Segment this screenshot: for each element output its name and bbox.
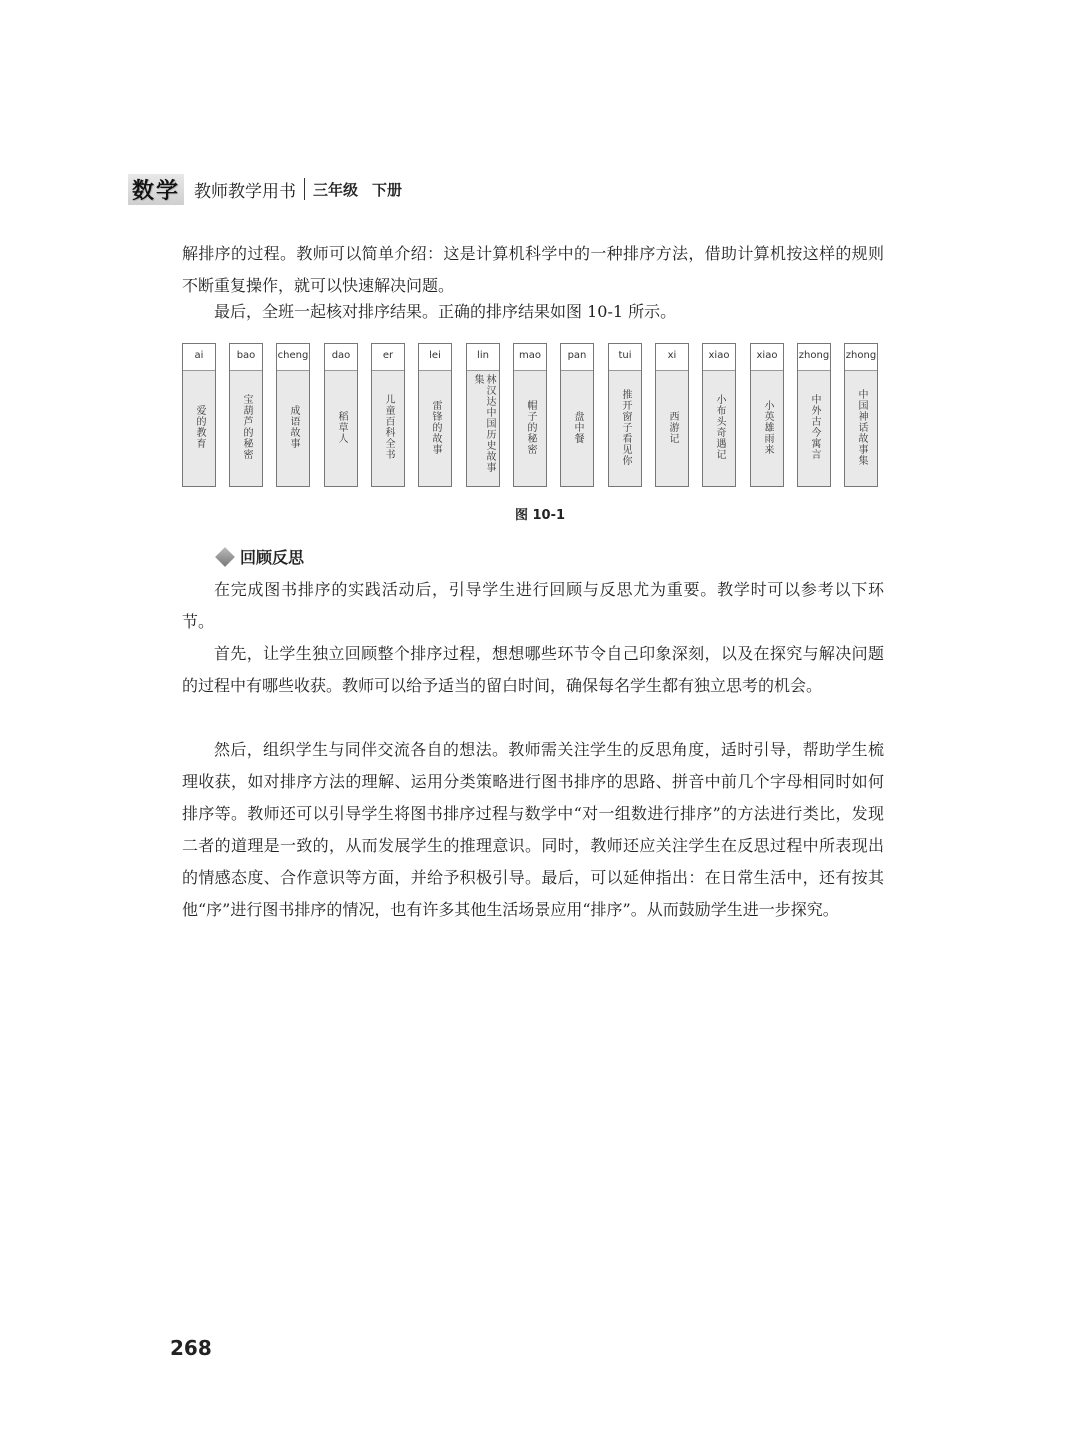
book-spine: [797, 343, 831, 487]
book-pinyin: xiao: [751, 344, 783, 371]
book-spine: [750, 343, 784, 487]
book-spine: [418, 343, 452, 487]
book-pinyin: xiao: [703, 344, 735, 371]
book-pinyin: zhong: [845, 344, 877, 371]
book-title: 中外古今寓言: [809, 394, 820, 460]
book-spine: [513, 343, 547, 487]
book-title: 西游记: [667, 410, 678, 444]
book-spine: [182, 343, 216, 487]
paragraph-then-step: 然后，组织学生与同伴交流各自的想法。教师需关注学生的反思角度，适时引导，帮助学生梳理收获，如对排序方法的理解、运用分类策略进行图书排序的思路、拼音中前几个字母相同时如何排序等。教师还可以引导学生将图书排序过程与数学中“对一组数进行排序”的方法进行类比，发现二者的道理是一致的，从而发展学生的推理意识。同时，教师还应关注学生在反思过程中所表现出的情感态度、合作意识等方面，并给予积极引导。最后，可以延伸指出：在日常生活中，还有按其他“序”进行图书排序的情况，也有许多其他生活场景应用“排序”。从而鼓励学生进一步探究。: [182, 740, 884, 919]
diamond-icon: [215, 547, 235, 567]
book-pinyin: ai: [183, 344, 215, 371]
running-header: [128, 172, 402, 206]
book-title: 爱的教育: [194, 405, 205, 449]
book-pinyin: tui: [609, 344, 641, 371]
paragraph-continued: 解排序的过程。教师可以简单介绍：这是计算机科学中的一种排序方法，借助计算机按这样的规则不断重复操作，就可以快速解决问题。: [182, 244, 884, 295]
paragraph-first-step: 首先，让学生独立回顾整个排序过程，想想哪些环节令自己印象深刻，以及在探究与解决问题的过程中有哪些收获。教师可以给予适当的留白时间，确保每名学生都有独立思考的机会。: [182, 644, 884, 695]
book-pinyin: bao: [230, 344, 262, 371]
book-title: 成语故事: [288, 405, 299, 449]
book-title: 盘中餐: [572, 410, 583, 444]
book-title: 儿童百科全书: [383, 394, 394, 460]
book-pinyin: pan: [561, 344, 593, 371]
figure-book-order: [182, 343, 886, 489]
book-title: 宝葫芦的秘密: [241, 394, 252, 460]
book-pinyin: cheng: [277, 344, 309, 371]
book-spine: [655, 343, 689, 487]
book-title: 雷锋的故事: [430, 399, 441, 455]
book-spine: [324, 343, 358, 487]
section-heading: [218, 545, 304, 568]
book-pinyin: lin: [467, 344, 499, 371]
grade-label: 三年级: [313, 180, 359, 199]
figure-caption: 图 10-1: [514, 508, 566, 523]
book-spine: [466, 343, 500, 487]
book-title: 小布头奇遇记: [714, 394, 725, 460]
book-spine: [608, 343, 642, 487]
book-spine: [229, 343, 263, 487]
book-pinyin: zhong: [798, 344, 830, 371]
paragraph-reflection-intro: 在完成图书排序的实践活动后，引导学生进行回顾与反思尤为重要。教学时可以参考以下环节。: [182, 580, 884, 631]
book-title: 林汉达中国历史故事集: [472, 374, 495, 473]
book-spine: [844, 343, 878, 487]
subject-logo: 数学: [128, 174, 184, 205]
book-spine: [560, 343, 594, 487]
book-pinyin: xi: [656, 344, 688, 371]
book-spine: [371, 343, 405, 487]
book-pinyin: lei: [419, 344, 451, 371]
page-number: 268: [170, 1336, 212, 1360]
book-title: 中国神话故事集: [856, 388, 867, 466]
book-pinyin: dao: [325, 344, 357, 371]
book-pinyin: mao: [514, 344, 546, 371]
book-title: 小英雄雨来: [762, 399, 773, 455]
book-spine: [276, 343, 310, 487]
book-title: 帽子的秘密: [525, 399, 536, 455]
book-title: 稻草人: [336, 410, 347, 444]
paragraph-check-result: 最后，全班一起核对排序结果。正确的排序结果如图 10-1 所示。: [214, 302, 677, 321]
section-title: 回顾反思: [240, 548, 305, 567]
book-title: 推开窗子看见你: [620, 388, 631, 466]
volume-label: 下册: [372, 180, 403, 199]
header-divider: [304, 178, 305, 200]
book-spine: [702, 343, 736, 487]
book-pinyin: er: [372, 344, 404, 371]
series-title: 教师教学用书: [194, 181, 297, 202]
